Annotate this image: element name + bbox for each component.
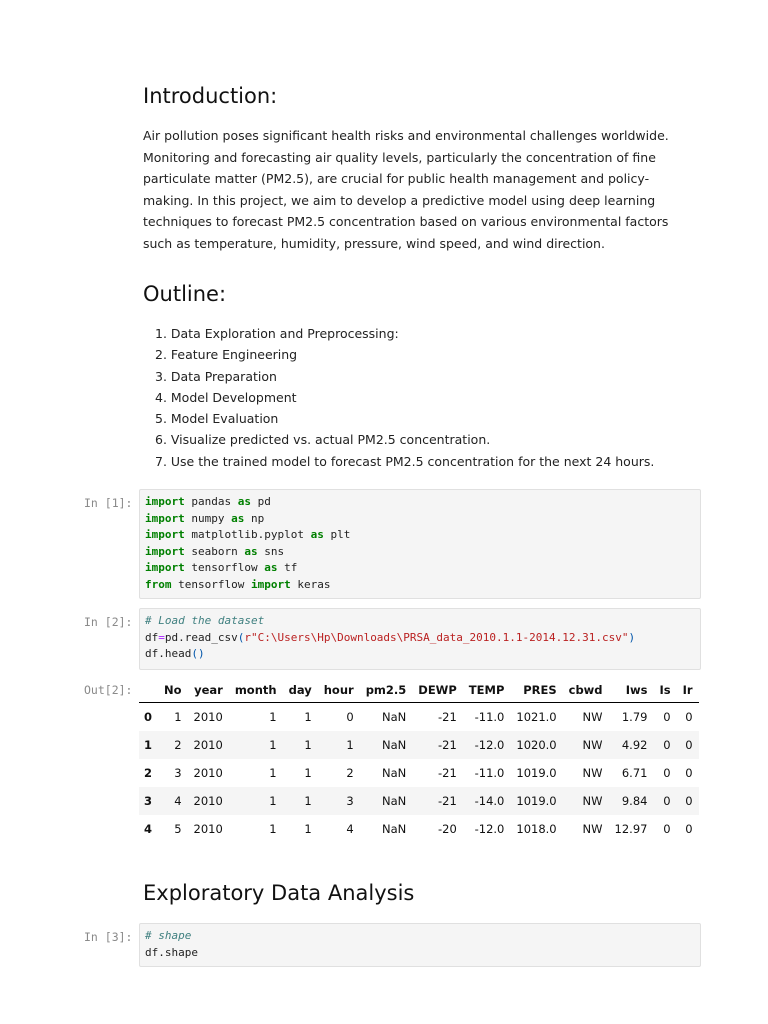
column-header: Iws (609, 677, 654, 703)
table-cell: 4 (346, 822, 354, 836)
code-comment: # Load the dataset (145, 614, 265, 627)
outline-heading: Outline: (143, 282, 227, 306)
code-line: df=pd.read_csv(r"C:\Users\Hp\Downloads\PRSA_data_2010.1.1-2014.12.31.csv") (145, 630, 636, 644)
table-cell: 1 (304, 822, 312, 836)
table-cell: 1021.0 (516, 710, 557, 724)
code-line: df.shape (145, 945, 198, 959)
outline-item: 2. Feature Engineering (155, 347, 298, 363)
introduction-heading: Introduction: (143, 84, 278, 108)
column-header: Ir (677, 677, 699, 703)
row-index: 4 (144, 822, 153, 836)
code-line: import numpy as np (145, 511, 265, 525)
dataframe-output-table (139, 677, 699, 843)
table-cell: 0 (663, 738, 671, 752)
table-cell: 2010 (193, 710, 223, 724)
table-row (139, 731, 699, 759)
table-cell: 1 (269, 822, 277, 836)
table-cell: -21 (438, 738, 457, 752)
table-cell: -11.0 (474, 766, 505, 780)
table-cell: 2010 (193, 766, 223, 780)
table-cell: 2010 (193, 738, 223, 752)
cell-2-input-prompt: In [2]: (84, 615, 133, 629)
table-cell: NaN (382, 794, 407, 808)
cell-2-output-prompt: Out[2]: (84, 683, 133, 697)
table-row (139, 815, 699, 843)
table-cell: 2 (174, 738, 182, 752)
table-cell: 0 (663, 766, 671, 780)
table-cell: 1.79 (621, 710, 648, 724)
column-header: cbwd (563, 677, 609, 703)
column-header: year (188, 677, 229, 703)
table-cell: 0 (663, 822, 671, 836)
table-cell: 5 (174, 822, 182, 836)
table-cell: 1 (304, 794, 312, 808)
table-cell: 6.71 (621, 766, 648, 780)
table-cell: 1 (174, 710, 182, 724)
table-cell: 1018.0 (516, 822, 557, 836)
code-line: import matplotlib.pyplot as plt (145, 528, 351, 541)
table-cell: NaN (382, 738, 407, 752)
table-cell: 1 (304, 710, 312, 724)
table-cell: NaN (382, 710, 407, 724)
column-header: month (229, 677, 283, 703)
table-cell: 1 (304, 738, 312, 752)
table-cell: 1019.0 (516, 794, 557, 808)
table-cell: 0 (663, 794, 671, 808)
table-cell: 4.92 (621, 738, 648, 752)
table-cell: 1 (304, 766, 312, 780)
table-cell: 4 (174, 794, 182, 808)
table-cell: -12.0 (474, 738, 505, 752)
column-header: Is (653, 677, 676, 703)
table-row (139, 759, 699, 787)
table-cell: -21 (438, 794, 457, 808)
table-header-row (139, 677, 699, 703)
table-cell: -11.0 (474, 710, 505, 724)
outline-item: 7. Use the trained model to forecast PM2.5 concentration for the next 24 hours. (155, 453, 655, 469)
table-cell: NW (582, 738, 603, 752)
table-row (139, 787, 699, 815)
code-line: import seaborn as sns (145, 544, 285, 558)
column-header: DEWP (412, 677, 463, 703)
table-cell: 2 (346, 766, 354, 780)
table-cell: 1 (269, 738, 277, 752)
outline-list (143, 323, 654, 472)
introduction-paragraph: Air pollution poses significant health risks and environmental challenges worldwide. Monitoring and forecasting air quality levels, particularly the concentration of fine particulate matter (PM2.5), are crucial for public health management and policy-making. In this project, we aim to develop a predictive model using deep learning techniques to forecast PM2.5 concentration based on various environmental factors such as temperature, humidity, pressure, wind speed, and wind direction. (143, 128, 669, 251)
column-header: PRES (510, 677, 562, 703)
table-cell: 0 (685, 710, 693, 724)
row-index: 0 (144, 710, 153, 724)
table-cell: 2010 (193, 822, 223, 836)
outline-item: 5. Model Evaluation (155, 411, 279, 427)
table-cell: NW (582, 794, 603, 808)
code-line: import pandas as pd (145, 495, 271, 508)
code-cell-1[interactable] (139, 489, 701, 599)
table-cell: 3 (174, 766, 182, 780)
table-cell: 0 (346, 710, 354, 724)
table-cell: 1020.0 (516, 738, 557, 752)
table-cell: 1 (269, 766, 277, 780)
code-cell-3[interactable] (139, 923, 701, 967)
table-cell: 2010 (193, 794, 223, 808)
outline-item: 1. Data Exploration and Preprocessing: (155, 326, 399, 341)
outline-item: 4. Model Development (155, 389, 297, 405)
table-cell: NaN (382, 766, 407, 780)
table-cell: NW (582, 710, 603, 724)
code-cell-2[interactable] (139, 608, 701, 670)
table-cell: 1019.0 (516, 766, 557, 780)
table-cell: 9.84 (621, 794, 648, 808)
cell-1-input-prompt: In [1]: (84, 496, 133, 510)
table-cell: 0 (685, 738, 693, 752)
table-cell: 1 (269, 710, 277, 724)
table-cell: NaN (382, 822, 407, 836)
row-index: 2 (144, 766, 153, 780)
code-line: import tensorflow as tf (145, 561, 298, 574)
table-cell: -14.0 (474, 794, 505, 808)
table-cell: 1 (346, 738, 354, 752)
table-cell: -20 (438, 822, 457, 836)
table-cell: -12.0 (474, 822, 505, 836)
table-cell: 12.97 (614, 822, 648, 836)
table-cell: 0 (685, 766, 693, 780)
row-index: 3 (144, 794, 153, 808)
column-header: hour (318, 677, 360, 703)
code-line: from tensorflow import keras (145, 577, 331, 591)
code-comment: # shape (145, 929, 192, 942)
outline-item: 3. Data Preparation (155, 368, 277, 384)
table-cell: 0 (663, 710, 671, 724)
index-header (139, 677, 158, 703)
table-cell: 1 (269, 794, 277, 808)
eda-heading: Exploratory Data Analysis (143, 881, 415, 905)
table-cell: -21 (438, 766, 457, 780)
table-cell: -21 (438, 710, 457, 724)
table-row (139, 703, 699, 732)
table-cell: 3 (346, 794, 354, 808)
table-cell: 0 (685, 822, 693, 836)
table-cell: 0 (685, 794, 693, 808)
table-cell: NW (582, 766, 603, 780)
table-cell: NW (582, 822, 603, 836)
column-header: day (283, 677, 318, 703)
cell-3-input-prompt: In [3]: (84, 930, 133, 944)
code-line: df.head() (145, 647, 205, 660)
row-index: 1 (144, 738, 153, 752)
outline-item: 6. Visualize predicted vs. actual PM2.5 concentration. (155, 432, 491, 448)
column-header: No (158, 677, 188, 703)
column-header: pm2.5 (360, 677, 413, 703)
column-header: TEMP (463, 677, 511, 703)
